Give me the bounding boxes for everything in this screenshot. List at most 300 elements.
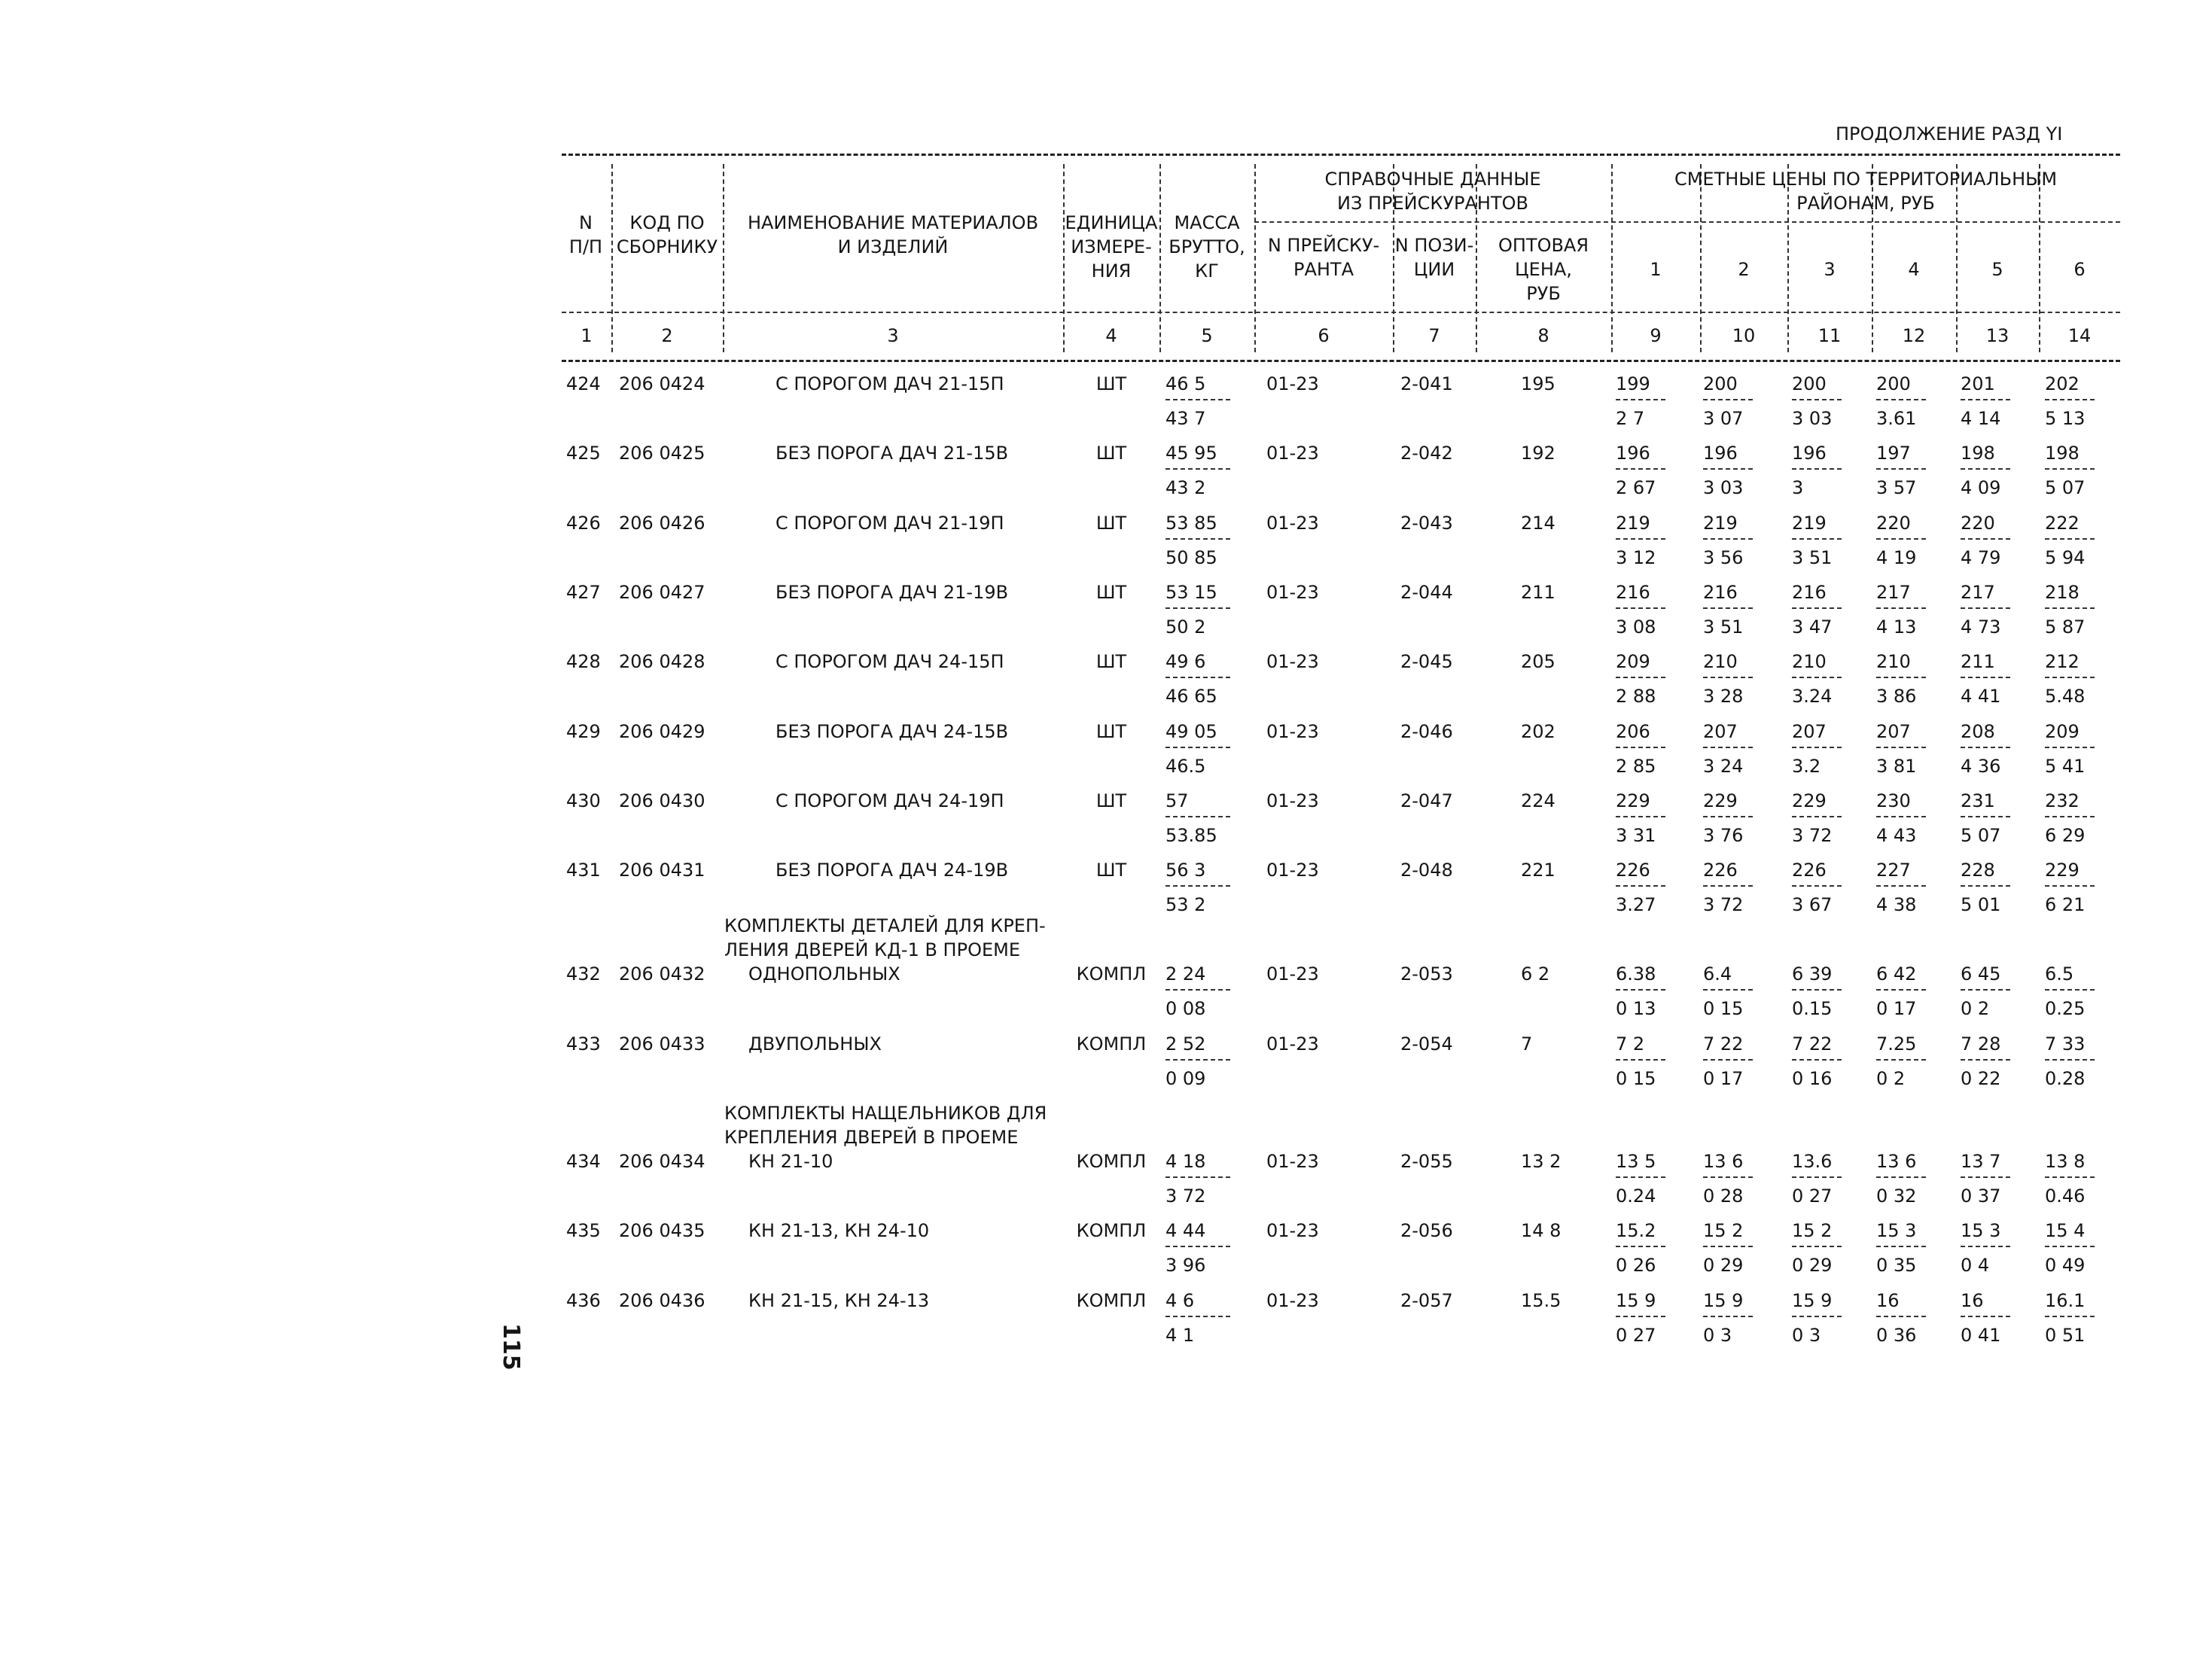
column-number: 9: [1650, 325, 1662, 346]
row-price: 6.5: [2045, 963, 2074, 985]
price-divider: [2045, 885, 2095, 887]
price-divider: [1703, 677, 1753, 678]
row-code: 206 0426: [619, 513, 705, 534]
price-divider: [1703, 885, 1753, 887]
row-price: 207: [1792, 721, 1827, 742]
row-price-secondary: 2 67: [1616, 477, 1656, 498]
row-name: КН 21-10: [748, 1151, 833, 1172]
price-divider: [1876, 747, 1926, 748]
row-mass-secondary: 4 1: [1165, 1325, 1195, 1346]
price-divider: [1876, 989, 1926, 991]
row-price: 220: [1961, 513, 1995, 534]
price-divider: [1703, 468, 1753, 470]
row-price-secondary: 3 81: [1876, 756, 1917, 777]
row-pricelist: 01-23: [1266, 513, 1319, 534]
row-price: 226: [1616, 860, 1650, 881]
row-price-secondary: 0 29: [1792, 1255, 1833, 1276]
price-divider: [1961, 885, 2010, 887]
row-price-secondary: 3 47: [1792, 616, 1833, 638]
price-divider: [1616, 607, 1665, 609]
mass-divider: [1165, 989, 1230, 991]
row-price: 216: [1616, 582, 1650, 603]
column-header-region: 6: [2073, 259, 2086, 280]
row-price-secondary: 3 31: [1616, 825, 1656, 846]
column-number: 6: [1318, 325, 1330, 346]
price-divider: [2045, 1059, 2095, 1061]
row-position: 2-054: [1400, 1033, 1453, 1055]
row-price-secondary: 5 01: [1961, 894, 2001, 915]
row-code: 206 0425: [619, 443, 705, 464]
row-price: 6 42: [1876, 963, 1917, 985]
row-price: 210: [1876, 651, 1911, 672]
row-price-secondary: 0 3: [1792, 1325, 1821, 1346]
row-price: 6.38: [1616, 963, 1656, 985]
price-divider: [1703, 816, 1753, 817]
price-divider: [1616, 1316, 1665, 1317]
price-divider: [1876, 677, 1926, 678]
row-name: КН 21-15, КН 24-13: [748, 1290, 930, 1311]
row-price-secondary: 0 22: [1961, 1068, 2001, 1089]
price-divider: [1961, 1176, 2010, 1178]
price-divider: [1961, 538, 2010, 540]
column-number: 7: [1428, 325, 1440, 346]
row-price: 6 45: [1961, 963, 2001, 985]
row-price: 15 9: [1616, 1290, 1656, 1311]
row-price: 200: [1876, 373, 1911, 394]
row-wholesale: 205: [1521, 651, 1555, 672]
price-divider: [1876, 607, 1926, 609]
mass-divider: [1165, 885, 1230, 887]
price-divider: [1876, 885, 1926, 887]
row-price-secondary: 0 29: [1703, 1255, 1744, 1276]
row-price-secondary: 0 27: [1616, 1325, 1656, 1346]
row-price: 7 22: [1703, 1033, 1744, 1055]
row-unit: ШТ: [1095, 443, 1127, 464]
row-price: 227: [1876, 860, 1911, 881]
row-price-secondary: 0 51: [2045, 1325, 2086, 1346]
row-price: 208: [1961, 721, 1995, 742]
row-wholesale: 224: [1521, 790, 1555, 811]
row-price: 16: [1961, 1290, 1984, 1311]
row-price-secondary: 3 72: [1792, 825, 1833, 846]
row-wholesale: 221: [1521, 860, 1555, 881]
row-price-secondary: 0 41: [1961, 1325, 2001, 1346]
price-divider: [1616, 989, 1665, 991]
column-number: 1: [580, 325, 593, 346]
price-divider: [2045, 816, 2095, 817]
row-price: 206: [1616, 721, 1650, 742]
row-number: 425: [566, 443, 601, 464]
row-price-secondary: 0 16: [1792, 1068, 1833, 1089]
row-price: 7.25: [1876, 1033, 1917, 1055]
price-divider: [1616, 885, 1665, 887]
row-price: 196: [1792, 443, 1827, 464]
price-divider: [1703, 1059, 1753, 1061]
row-price: 196: [1616, 443, 1650, 464]
row-price-secondary: 5 07: [2045, 477, 2086, 498]
price-divider: [2045, 538, 2095, 540]
row-mass-secondary: 46.5: [1165, 756, 1206, 777]
row-price-secondary: 0 36: [1876, 1325, 1917, 1346]
row-unit: ШТ: [1095, 373, 1127, 394]
row-position: 2-045: [1400, 651, 1453, 672]
mass-divider: [1165, 1059, 1230, 1061]
row-price-secondary: 3: [1792, 477, 1804, 498]
row-price-secondary: 0 35: [1876, 1255, 1917, 1276]
row-price: 212: [2045, 651, 2080, 672]
mass-divider: [1165, 1246, 1230, 1247]
column-header-n: N П/П: [568, 212, 603, 257]
price-divider: [1616, 816, 1665, 817]
row-price: 228: [1961, 860, 1995, 881]
row-mass-secondary: 50 2: [1165, 616, 1206, 638]
price-divider: [2045, 399, 2095, 400]
row-price-secondary: 0.24: [1616, 1185, 1656, 1207]
row-price: 210: [1703, 651, 1738, 672]
row-price: 216: [1792, 582, 1827, 603]
column-header-region: 1: [1650, 259, 1662, 280]
row-unit: ШТ: [1095, 721, 1127, 742]
row-price: 216: [1703, 582, 1738, 603]
row-price-secondary: 6 29: [2045, 825, 2086, 846]
row-price: 7 33: [2045, 1033, 2086, 1055]
row-code: 206 0435: [619, 1220, 705, 1241]
price-divider: [1876, 468, 1926, 470]
row-pricelist: 01-23: [1266, 963, 1319, 985]
price-divider: [1792, 677, 1842, 678]
row-price-secondary: 0 4: [1961, 1255, 1990, 1276]
column-header-name: НАИМЕНОВАНИЕ МАТЕРИАЛОВ И ИЗДЕЛИЙ: [747, 212, 1039, 257]
row-mass: 2 52: [1165, 1033, 1206, 1055]
row-price: 15 9: [1792, 1290, 1833, 1311]
column-header-region: 5: [1991, 259, 2003, 280]
row-price-secondary: 3 28: [1703, 686, 1744, 707]
price-divider: [2045, 1246, 2095, 1247]
row-price: 7 28: [1961, 1033, 2001, 1055]
mass-divider: [1165, 677, 1230, 678]
price-divider: [2045, 1316, 2095, 1317]
header-top-rule: [562, 154, 2120, 156]
row-price-secondary: 4 19: [1876, 547, 1917, 568]
row-price: 13 6: [1703, 1151, 1744, 1172]
column-header-region: 3: [1824, 259, 1836, 280]
row-price: 198: [1961, 443, 1995, 464]
row-mass-secondary: 50 85: [1165, 547, 1217, 568]
price-divider: [1792, 607, 1842, 609]
row-price: 219: [1616, 513, 1650, 534]
row-code: 206 0430: [619, 790, 705, 811]
price-divider: [1961, 468, 2010, 470]
row-code: 206 0429: [619, 721, 705, 742]
price-divider: [1616, 677, 1665, 678]
row-unit: КОМПЛ: [1076, 1033, 1147, 1055]
row-price: 200: [1703, 373, 1738, 394]
row-unit: КОМПЛ: [1076, 963, 1147, 985]
row-number: 424: [566, 373, 601, 394]
row-number: 432: [566, 963, 601, 985]
row-name: С ПОРОГОМ ДАЧ 24-19П: [775, 790, 1004, 811]
row-price: 209: [2045, 721, 2080, 742]
row-price: 7 2: [1616, 1033, 1645, 1055]
mass-divider: [1165, 1176, 1230, 1178]
price-divider: [1876, 1176, 1926, 1178]
price-divider: [1703, 607, 1753, 609]
row-wholesale: 13 2: [1521, 1151, 1562, 1172]
row-price-secondary: 0 49: [2045, 1255, 2086, 1276]
row-position: 2-042: [1400, 443, 1453, 464]
row-price-secondary: 5 41: [2045, 756, 2086, 777]
price-divider: [1616, 747, 1665, 748]
column-number: 4: [1105, 325, 1117, 346]
row-number: 426: [566, 513, 601, 534]
row-mass: 49 05: [1165, 721, 1217, 742]
row-price-secondary: 0 2: [1876, 1068, 1906, 1089]
row-price: 199: [1616, 373, 1650, 394]
row-price-secondary: 0.28: [2045, 1068, 2086, 1089]
price-divider: [1961, 1316, 2010, 1317]
row-price-secondary: 0 15: [1703, 998, 1744, 1019]
row-price-secondary: 3 72: [1703, 894, 1744, 915]
row-price-secondary: 3.2: [1792, 756, 1821, 777]
row-code: 206 0436: [619, 1290, 705, 1311]
price-divider: [1961, 1059, 2010, 1061]
price-divider: [1961, 989, 2010, 991]
row-price-secondary: 0 32: [1876, 1185, 1917, 1207]
price-divider: [1792, 1246, 1842, 1247]
group-title: КОМПЛЕКТЫ ДЕТАЛЕЙ ДЛЯ КРЕП- ЛЕНИЯ ДВЕРЕЙ КД-1 В ПРОЕМЕ: [724, 915, 1046, 960]
row-price-secondary: 0 2: [1961, 998, 1990, 1019]
row-position: 2-043: [1400, 513, 1453, 534]
row-number: 427: [566, 582, 601, 603]
row-name: БЕЗ ПОРОГА ДАЧ 21-19В: [775, 582, 1009, 603]
row-price: 202: [2045, 373, 2080, 394]
row-unit: КОМПЛ: [1076, 1290, 1147, 1311]
row-price-secondary: 0 26: [1616, 1255, 1656, 1276]
row-price-secondary: 4 73: [1961, 616, 2001, 638]
column-number: 10: [1732, 325, 1756, 346]
row-price-secondary: 5.48: [2045, 686, 2086, 707]
row-mass: 4 18: [1165, 1151, 1206, 1172]
row-name: ДВУПОЛЬНЫХ: [748, 1033, 882, 1055]
row-code: 206 0433: [619, 1033, 705, 1055]
row-price-secondary: 0.15: [1792, 998, 1833, 1019]
page-number: 115: [498, 1323, 524, 1371]
row-number: 433: [566, 1033, 601, 1055]
row-price: 222: [2045, 513, 2080, 534]
row-mass-secondary: 43 7: [1165, 408, 1206, 429]
row-name: С ПОРОГОМ ДАЧ 24-15П: [775, 651, 1004, 672]
row-pricelist: 01-23: [1266, 1151, 1319, 1172]
row-position: 2-048: [1400, 860, 1453, 881]
row-mass-secondary: 53.85: [1165, 825, 1217, 846]
row-price-secondary: 3 24: [1703, 756, 1744, 777]
row-price-secondary: 4 14: [1961, 408, 2001, 429]
price-divider: [1616, 399, 1665, 400]
row-mass-secondary: 0 08: [1165, 998, 1206, 1019]
row-price-secondary: 3 56: [1703, 547, 1744, 568]
row-number: 430: [566, 790, 601, 811]
row-number: 435: [566, 1220, 601, 1241]
row-price-secondary: 4 09: [1961, 477, 2001, 498]
row-position: 2-046: [1400, 721, 1453, 742]
row-code: 206 0431: [619, 860, 705, 881]
row-unit: КОМПЛ: [1076, 1151, 1147, 1172]
price-divider: [1792, 816, 1842, 817]
row-position: 2-041: [1400, 373, 1453, 394]
row-price-secondary: 3.27: [1616, 894, 1656, 915]
row-price: 13 5: [1616, 1151, 1656, 1172]
price-divider: [1961, 1246, 2010, 1247]
price-divider: [1961, 607, 2010, 609]
price-divider: [1703, 989, 1753, 991]
column-number: 3: [887, 325, 899, 346]
row-price-secondary: 5 07: [1961, 825, 2001, 846]
column-header-unit: ЕДИНИЦА ИЗМЕРЕ- НИЯ: [1065, 212, 1158, 282]
row-unit: КОМПЛ: [1076, 1220, 1147, 1241]
price-divider: [2045, 468, 2095, 470]
row-price: 201: [1961, 373, 1995, 394]
row-price-secondary: 3.24: [1792, 686, 1833, 707]
row-price-secondary: 3 51: [1703, 616, 1744, 638]
mass-divider: [1165, 607, 1230, 609]
row-code: 206 0424: [619, 373, 705, 394]
row-price-secondary: 6 21: [2045, 894, 2086, 915]
row-position: 2-057: [1400, 1290, 1453, 1311]
row-wholesale: 214: [1521, 513, 1555, 534]
row-number: 428: [566, 651, 601, 672]
row-pricelist: 01-23: [1266, 373, 1319, 394]
column-number: 13: [1985, 325, 2009, 346]
row-price-secondary: 4 36: [1961, 756, 2001, 777]
row-mass: 53 85: [1165, 513, 1217, 534]
row-mass: 4 44: [1165, 1220, 1206, 1241]
price-divider: [1703, 1246, 1753, 1247]
row-unit: ШТ: [1095, 790, 1127, 811]
row-number: 434: [566, 1151, 601, 1172]
price-divider: [1876, 816, 1926, 817]
column-number: 5: [1201, 325, 1213, 346]
row-price-secondary: 2 88: [1616, 686, 1656, 707]
price-divider: [1876, 399, 1926, 400]
row-price: 13 6: [1876, 1151, 1917, 1172]
row-price-secondary: 0 17: [1876, 998, 1917, 1019]
row-name: С ПОРОГОМ ДАЧ 21-19П: [775, 513, 1004, 534]
row-pricelist: 01-23: [1266, 651, 1319, 672]
row-price: 229: [1792, 790, 1827, 811]
price-divider: [1616, 468, 1665, 470]
row-price-secondary: 3.61: [1876, 408, 1917, 429]
mass-divider: [1165, 468, 1230, 470]
row-price: 7 22: [1792, 1033, 1833, 1055]
row-mass-secondary: 3 96: [1165, 1255, 1206, 1276]
row-mass: 53 15: [1165, 582, 1217, 603]
row-wholesale: 195: [1521, 373, 1555, 394]
row-price-secondary: 3 76: [1703, 825, 1744, 846]
regions-group-rule: [1611, 221, 2120, 223]
price-divider: [1961, 399, 2010, 400]
row-position: 2-053: [1400, 963, 1453, 985]
row-position: 2-047: [1400, 790, 1453, 811]
row-mass-secondary: 53 2: [1165, 894, 1206, 915]
row-price: 6.4: [1703, 963, 1732, 985]
price-divider: [2045, 1176, 2095, 1178]
column-header-code: КОД ПО СБОРНИКУ: [616, 212, 718, 257]
price-divider: [1703, 399, 1753, 400]
row-wholesale: 15.5: [1521, 1290, 1562, 1311]
row-price: 198: [2045, 443, 2080, 464]
ref-group-rule: [1254, 221, 1608, 223]
row-price: 229: [1616, 790, 1650, 811]
row-pricelist: 01-23: [1266, 1220, 1319, 1241]
price-divider: [1792, 1316, 1842, 1317]
row-code: 206 0428: [619, 651, 705, 672]
price-divider: [1616, 1176, 1665, 1178]
column-number: 14: [2067, 325, 2092, 346]
row-position: 2-055: [1400, 1151, 1453, 1172]
row-pricelist: 01-23: [1266, 582, 1319, 603]
price-divider: [1876, 1059, 1926, 1061]
row-mass: 57: [1165, 790, 1189, 811]
column-header-wholesale: ОПТОВАЯ ЦЕНА, РУБ: [1498, 235, 1589, 304]
row-price-secondary: 3 67: [1792, 894, 1833, 915]
price-divider: [2045, 747, 2095, 748]
row-wholesale: 211: [1521, 582, 1555, 603]
row-mass: 45 95: [1165, 443, 1217, 464]
row-wholesale: 7: [1521, 1033, 1533, 1055]
price-divider: [1792, 885, 1842, 887]
row-price-secondary: 4 38: [1876, 894, 1917, 915]
row-price: 15 2: [1703, 1220, 1744, 1241]
price-divider: [1876, 1246, 1926, 1247]
row-pricelist: 01-23: [1266, 1033, 1319, 1055]
column-number: 2: [661, 325, 673, 346]
price-divider: [1703, 1176, 1753, 1178]
price-divider: [1792, 989, 1842, 991]
row-price-secondary: 3 03: [1703, 477, 1744, 498]
row-mass: 56 3: [1165, 860, 1206, 881]
row-price: 209: [1616, 651, 1650, 672]
row-pricelist: 01-23: [1266, 1290, 1319, 1311]
row-number: 429: [566, 721, 601, 742]
mass-divider: [1165, 538, 1230, 540]
row-price: 226: [1792, 860, 1827, 881]
row-price-secondary: 3 03: [1792, 408, 1833, 429]
row-price: 197: [1876, 443, 1911, 464]
row-price: 15 2: [1792, 1220, 1833, 1241]
row-mass: 49 6: [1165, 651, 1206, 672]
row-price-secondary: 0 13: [1616, 998, 1656, 1019]
row-wholesale: 6 2: [1521, 963, 1550, 985]
price-divider: [1961, 677, 2010, 678]
row-price-secondary: 0 37: [1961, 1185, 2001, 1207]
price-divider: [1961, 747, 2010, 748]
row-price-secondary: 3 12: [1616, 547, 1656, 568]
row-price-secondary: 5 87: [2045, 616, 2086, 638]
column-number: 12: [1902, 325, 1926, 346]
price-divider: [1792, 468, 1842, 470]
row-price-secondary: 3 51: [1792, 547, 1833, 568]
row-pricelist: 01-23: [1266, 721, 1319, 742]
row-price: 229: [2045, 860, 2080, 881]
row-mass-secondary: 3 72: [1165, 1185, 1206, 1207]
row-number: 431: [566, 860, 601, 881]
row-price: 15 3: [1961, 1220, 2001, 1241]
row-code: 206 0427: [619, 582, 705, 603]
row-position: 2-044: [1400, 582, 1453, 603]
price-divider: [1961, 816, 2010, 817]
row-price: 217: [1961, 582, 1995, 603]
row-price: 15 4: [2045, 1220, 2086, 1241]
